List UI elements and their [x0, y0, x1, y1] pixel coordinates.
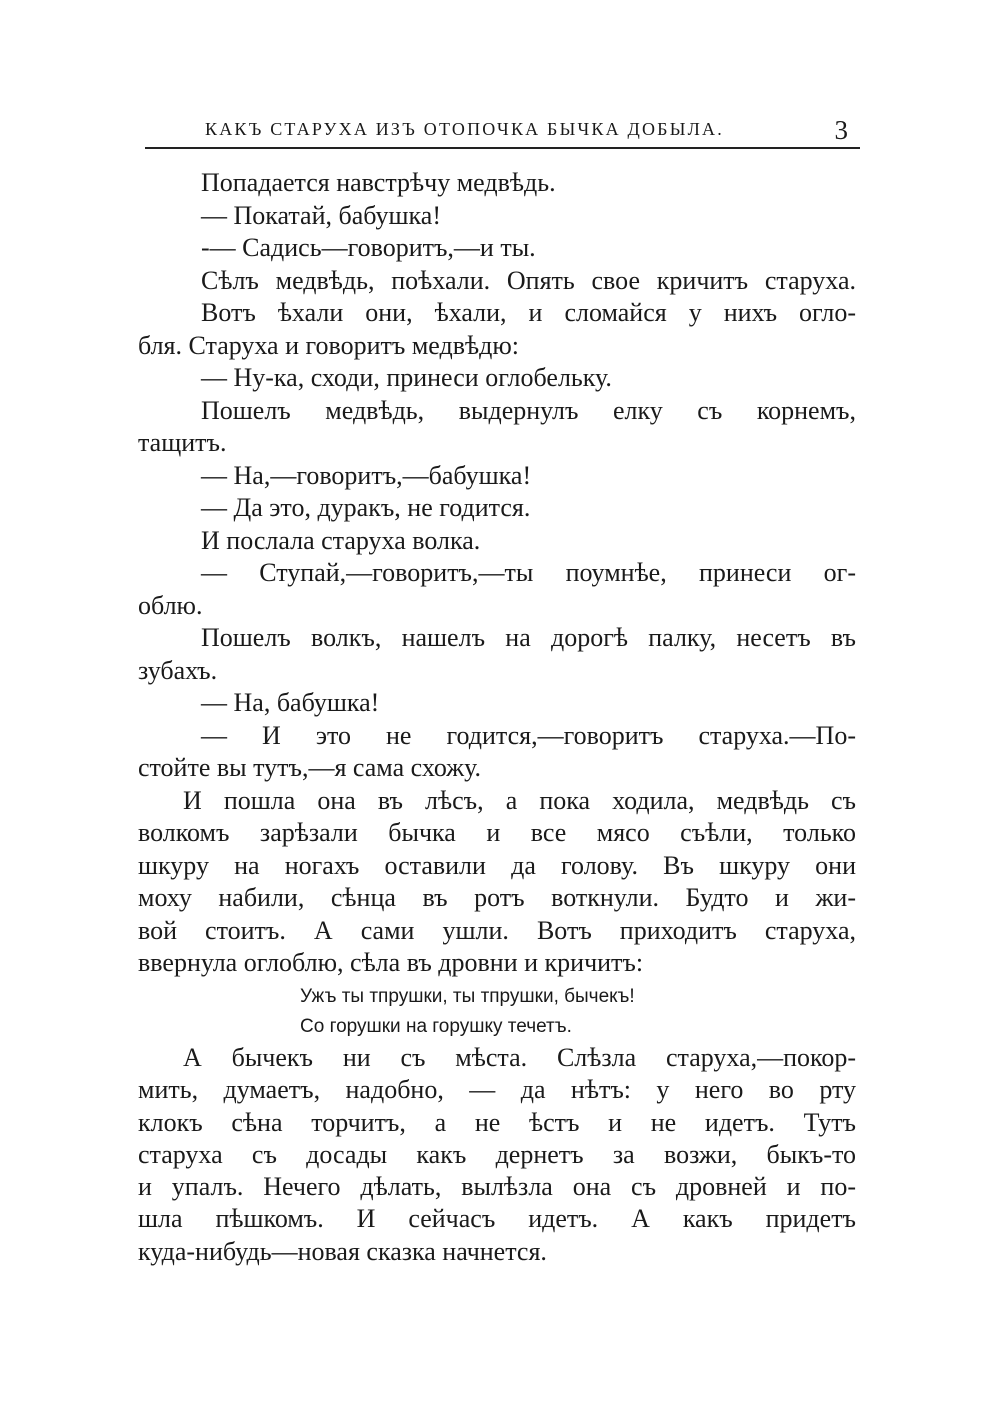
text-line: шкуру на ногахъ оставили да голову. Въ шкуру они [138, 850, 856, 880]
text-line: — На, бабушка! [201, 688, 380, 717]
text-line: Пошелъ медвѣдь, выдернулъ елку съ корнемъ, [201, 395, 856, 425]
text-line: И пошла она въ лѣсъ, а пока ходила, медвѣдь съ [183, 785, 856, 815]
page-number: 3 [834, 115, 848, 145]
text-line: А бычекъ ни съ мѣста. Слѣзла старуха,—покор- [183, 1043, 856, 1072]
text-line: куда-нибудь—новая сказка начнется. [138, 1236, 547, 1266]
text-line: Сѣлъ медвѣдь, поѣхали. Опять свое кричитъ старуха. [201, 265, 856, 295]
text-line: И послала старуха волка. [201, 525, 481, 555]
story-text-part-2 [138, 1042, 856, 1268]
running-head [145, 117, 860, 149]
text-line: — Ну-ка, сходи, принеси оглобельку. [201, 363, 612, 392]
text-line: бля. Старуха и говоритъ медвѣдю: [138, 330, 519, 360]
verse-line: Со горушки на горушку течетъ. [300, 1016, 572, 1037]
text-line: и упалъ. Нечего дѣлать, вылѣзла она съ дровней и по- [138, 1172, 856, 1202]
text-line: тащитъ. [138, 428, 227, 457]
text-line: стойте вы тутъ,—я сама схожу. [138, 753, 482, 782]
text-line: старуха съ досады какъ дернетъ за возжи, быкъ-то [138, 1139, 856, 1169]
text-line: — Ступай,—говоритъ,—ты поумнѣе, принеси ог- [201, 558, 856, 587]
text-line: волкомъ зарѣзали бычка и все мясо съѣли, только [138, 818, 856, 847]
text-line: вой стоитъ. А сами ушли. Вотъ приходитъ старуха, [138, 915, 856, 945]
verse-line: Ужъ ты тпрушки, ты тпрушки, бычекъ! [300, 986, 635, 1007]
verse-block [300, 982, 750, 1042]
text-line: Попадается навстрѣчу медвѣдь. [201, 168, 556, 197]
text-line: — Да это, дуракъ, не годится. [201, 493, 531, 522]
running-title: КАКЪ СТАРУХА ИЗЪ ОТОПОЧКА БЫЧКА ДОБЫЛА. [205, 119, 724, 139]
text-line: клокъ сѣна торчитъ, а не ѣстъ и не идетъ. Тутъ [138, 1107, 856, 1137]
text-line: — Покатай, бабушка! [201, 200, 441, 230]
text-line: Вотъ ѣхали они, ѣхали, и сломайся у нихъ огло- [201, 298, 856, 327]
text-line: -— Садись—говоритъ,—и ты. [201, 233, 536, 262]
text-line: мить, думаетъ, надобно, — да нѣтъ: у него во рту [138, 1075, 856, 1105]
text-line: зубахъ. [138, 655, 218, 685]
text-line: облю. [138, 590, 203, 620]
text-line: моху набили, сѣнца въ ротъ воткнули. Будто и жи- [138, 883, 856, 912]
text-line: ввернула оглоблю, сѣла въ дровни и кричитъ: [138, 948, 644, 977]
text-line: — И это не годится,—говоритъ старуха.—По- [201, 720, 856, 750]
text-line: Пошелъ волкъ, нашелъ на дорогѣ палку, несетъ въ [201, 623, 856, 652]
text-line: — На,—говоритъ,—бабушка! [201, 460, 532, 490]
story-text-part-1 [138, 167, 856, 980]
text-line: шла пѣшкомъ. И сейчасъ идетъ. А какъ придетъ [138, 1204, 856, 1234]
